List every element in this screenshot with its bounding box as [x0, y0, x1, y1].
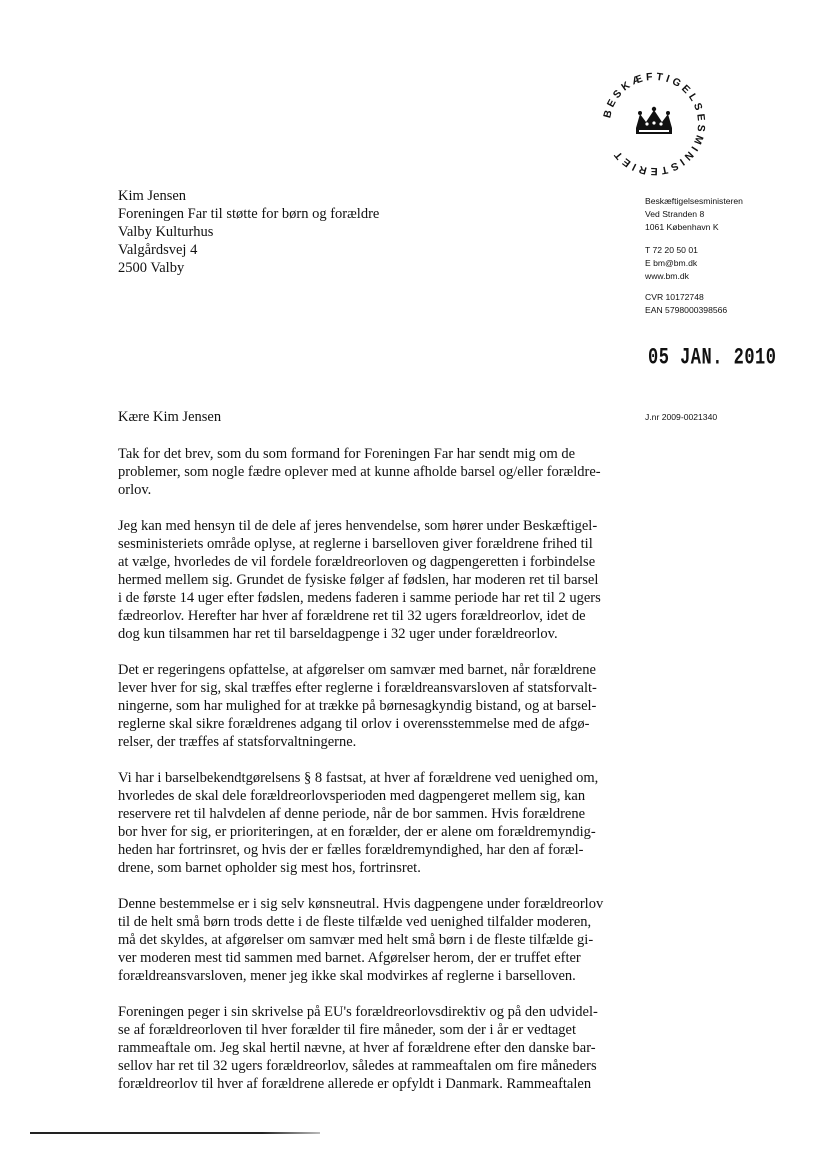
- text-line: Det er regeringens opfattelse, at afgørelser om samvær med barnet, når forældrene: [118, 662, 596, 678]
- crown-icon: [636, 107, 672, 134]
- ministry-seal: [598, 68, 710, 180]
- text-line: rammeaftale om. Jeg skal hertil nævne, at hver af forældrene efter den danske bar-: [118, 1040, 596, 1056]
- sender-email: E bm@bm.dk: [645, 258, 698, 268]
- recipient-address: [118, 187, 379, 277]
- date-stamp: 05 JAN. 2010: [648, 346, 777, 372]
- text-line: sellov har ret til 32 ugers forældreorlov, således at rammeaftalen om fire måneders: [118, 1058, 597, 1074]
- text-line: ningerne, som har mulighed for at trække på børnesagkyndig bistand, og at barsel-: [118, 698, 597, 714]
- text-line: i de første 14 uger efter fødslen, medens faderen i samme periode har ret til 2 ugers: [118, 590, 601, 606]
- text-line: reservere ret til halvdelen af denne periode, når de bor sammen. Hvis forældrene: [118, 806, 586, 822]
- recipient-building: Valby Kulturhus: [118, 224, 214, 240]
- paragraph: [118, 661, 618, 751]
- text-line: Denne bestemmelse er i sig selv kønsneutral. Hvis dagpengene under forældreorlov: [118, 896, 604, 912]
- text-line: forældreansvarsloven, mener jeg ikke skal modvirkes af reglerne i barselloven.: [118, 968, 576, 984]
- letter-body: [118, 445, 618, 1111]
- recipient-city: 2500 Valby: [118, 260, 185, 276]
- sender-street: Ved Stranden 8: [645, 209, 705, 219]
- text-line: at vælge, hvorledes de vil fordele forældreorloven og dagpengeretten i forbindelse: [118, 554, 596, 570]
- text-line: sesministeriets område oplyse, at reglerne i barselloven giver forældrene frihed til: [118, 536, 593, 552]
- salutation: Kære Kim Jensen: [118, 409, 222, 425]
- text-line: hermed mellem sig. Grundet de fysiske følger af fødslen, har moderen ret til barsel: [118, 572, 599, 588]
- text-line: lever hver for sig, skal træffes efter reglerne i forældreansvarsloven af statsforvalt-: [118, 680, 597, 696]
- paragraph: [118, 895, 618, 985]
- recipient-organization: Foreningen Far til støtte for børn og forældre: [118, 206, 380, 222]
- sender-phone: T 72 20 50 01: [645, 245, 698, 255]
- paragraph: [118, 517, 618, 643]
- text-line: må det skyldes, at afgørelser om samvær med helt små børn i de fleste tilfælde gi-: [118, 932, 594, 948]
- recipient-street: Valgårdsvej 4: [118, 242, 198, 258]
- text-line: Foreningen peger i sin skrivelse på EU's forældreorlovsdirektiv og på den udvidel-: [118, 1004, 598, 1020]
- sender-city: 1061 København K: [645, 222, 719, 232]
- text-line: Jeg kan med hensyn til de dele af jeres henvendelse, som hører under Beskæftigel-: [118, 518, 598, 534]
- text-line: ver moderen mest tid sammen med barnet. Afgørelser herom, der er truffet efter: [118, 950, 581, 966]
- seal-graphic: [598, 68, 710, 180]
- text-line: bor hver for sig, er prioriteringen, at en forælder, der er alene om forældremyndig-: [118, 824, 596, 840]
- text-line: Tak for det brev, som du som formand for Foreningen Far har sendt mig om de: [118, 446, 576, 462]
- text-line: Vi har i barselbekendtgørelsens § 8 fastsat, at hver af forældrene ved uenighed om,: [118, 770, 599, 786]
- sender-cvr: CVR 10172748: [645, 292, 704, 302]
- text-line: reglerne skal sikre forældrenes adgang til orlov i overensstemmelse med de afgø-: [118, 716, 590, 732]
- sender-info: [645, 195, 743, 317]
- text-line: heden har fortrinsret, og hvis der er fælles forældremyndighed, har den af foræl-: [118, 842, 584, 858]
- text-line: forældreorlov til hver af forældrene allerede er opfyldt i Danmark. Rammeaftalen: [118, 1076, 592, 1092]
- journal-number: J.nr 2009-0021340: [645, 412, 718, 422]
- seal-ring-text: BESKÆFTIGELSESMINISTERIET: [601, 70, 708, 178]
- text-line: hvorledes de skal dele forældreorlovsperioden med dagpengeret mellem sig, kan: [118, 788, 586, 804]
- text-line: orlov.: [118, 482, 152, 498]
- text-line: se af forældreorloven til hver forælder til fire måneder, som der i år er vedtaget: [118, 1022, 577, 1038]
- text-line: problemer, som nogle fædre oplever med at kunne afholde barsel og/eller forældre-: [118, 464, 601, 480]
- text-line: fædreorlov. Herefter har hver af forældrene ret til 32 ugers forældreorlov, idet de: [118, 608, 586, 624]
- text-line: drene, som barnet opholder sig mest hos, fortrinsret.: [118, 860, 421, 876]
- paragraph: [118, 445, 618, 499]
- text-line: til de helt små børn trods dette i de fleste tilfælde ved uenighed tilfalder moderen,: [118, 914, 592, 930]
- footer-rule: [30, 1132, 320, 1134]
- sender-name: Beskæftigelsesministeren: [645, 196, 743, 206]
- recipient-name: Kim Jensen: [118, 188, 187, 204]
- sender-ean: EAN 5798000398566: [645, 305, 728, 315]
- sender-web: www.bm.dk: [645, 271, 689, 281]
- text-line: relser, der træffes af statsforvaltningerne.: [118, 734, 357, 750]
- paragraph: [118, 1003, 618, 1093]
- paragraph: [118, 769, 618, 877]
- text-line: dog kun tilsammen har ret til barseldagpenge i 32 uger under forældreorlov.: [118, 626, 558, 642]
